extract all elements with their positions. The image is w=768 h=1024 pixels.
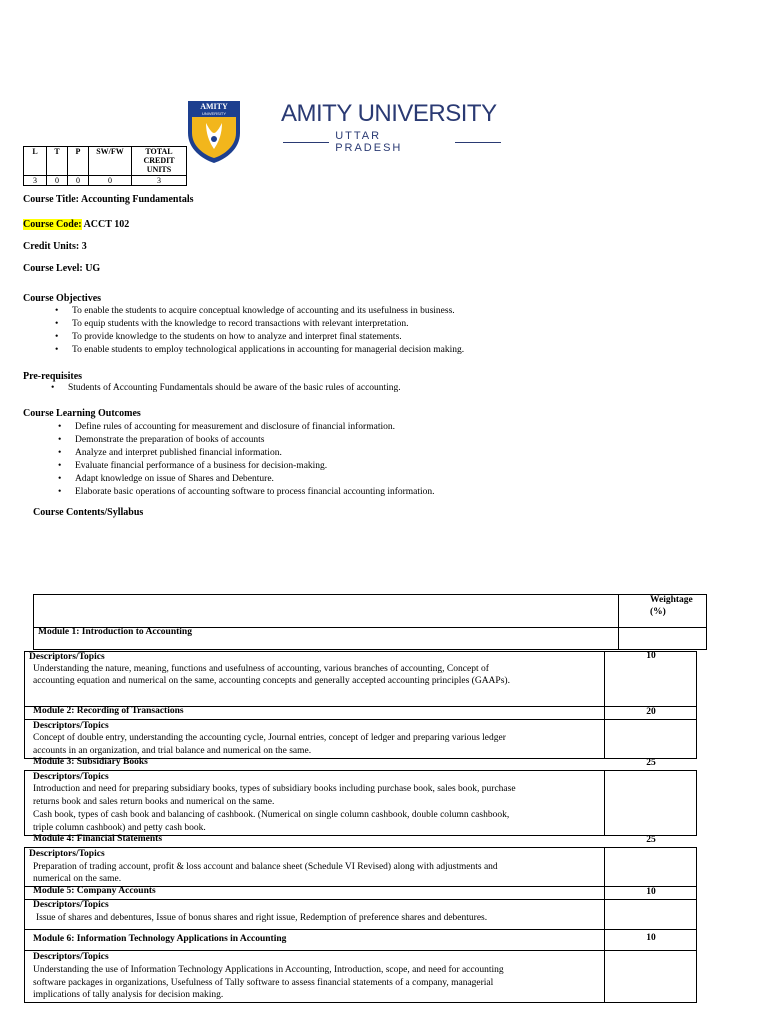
weightage-header: Weightage (%) bbox=[650, 595, 693, 617]
list-item: • To enable the students to acquire conceptual knowledge of accounting and its usefulness in business. bbox=[72, 305, 464, 318]
credit-value-p: 0 bbox=[68, 176, 89, 186]
list-item: • To equip students with the knowledge to record transactions with relevant interpretation. bbox=[72, 318, 464, 331]
outcomes-list bbox=[75, 421, 435, 499]
syllabus-header-blank bbox=[33, 594, 619, 628]
prerequisites-heading: Pre-requisites bbox=[23, 371, 83, 382]
credit-units: Credit Units: 3 bbox=[23, 241, 87, 252]
list-item: • Elaborate basic operations of accounting software to process financial accounting information. bbox=[75, 486, 435, 499]
module-text: Understanding the use of Information Technology Applications in Accounting, Introduction, scope, and need for accounting bbox=[33, 965, 504, 975]
course-code-value: ACCT 102 bbox=[83, 219, 130, 230]
module-text: Understanding the nature, meaning, functions and usefulness of accounting, various branches of accounting, Concept of bbox=[33, 664, 489, 674]
list-item: • Evaluate financial performance of a business for decision-making. bbox=[75, 460, 435, 473]
list-item: • Adapt knowledge on issue of Shares and Debenture. bbox=[75, 473, 435, 486]
course-code bbox=[23, 219, 129, 230]
module-weight: 10 bbox=[646, 651, 656, 661]
credit-value-t: 0 bbox=[47, 176, 68, 186]
campus-line bbox=[283, 130, 501, 154]
list-item: • Analyze and interpret published financial information. bbox=[75, 447, 435, 460]
course-code-label: Course Code: bbox=[23, 219, 82, 230]
descriptor-label: Descriptors/Topics bbox=[33, 721, 109, 731]
credit-value-l: 3 bbox=[24, 176, 47, 186]
module-text: Preparation of trading account, profit & loss account and balance sheet (Schedule VI Revised) along with adjustments and bbox=[33, 862, 498, 872]
module-title: Module 6: Information Technology Applications in Accounting bbox=[33, 934, 287, 944]
campus-name: UTTAR PRADESH bbox=[335, 130, 403, 154]
module-text: triple column cashbook) and petty cash book. bbox=[33, 823, 206, 833]
shield-subtext: UNIVERSITY bbox=[201, 111, 227, 116]
credit-header-swfw: SW/FW bbox=[89, 147, 132, 176]
credit-units-table bbox=[23, 146, 187, 186]
list-item: • Demonstrate the preparation of books of accounts bbox=[75, 434, 435, 447]
course-title-value: Accounting Fundamentals bbox=[80, 194, 194, 205]
outcomes-heading: Course Learning Outcomes bbox=[23, 408, 141, 419]
descriptor-label: Descriptors/Topics bbox=[33, 952, 109, 962]
module-weight-cell bbox=[604, 899, 697, 930]
syllabus-heading: Course Contents/Syllabus bbox=[33, 507, 144, 518]
university-shield-logo bbox=[186, 99, 242, 165]
objectives-heading: Course Objectives bbox=[23, 293, 102, 304]
shield-text: AMITY bbox=[200, 102, 228, 111]
credit-header-total: TOTAL CREDIT UNITS bbox=[132, 147, 187, 176]
credit-header-l: L bbox=[24, 147, 47, 176]
module-text: implications of tally analysis for decision making. bbox=[33, 990, 224, 1000]
objectives-list bbox=[72, 305, 464, 357]
module-text: Issue of shares and debentures, Issue of bonus shares and right issue, Redemption of preference shares and debentures. bbox=[36, 913, 488, 923]
course-title-label: Course Title: bbox=[23, 194, 80, 205]
prerequisites-list bbox=[68, 382, 401, 395]
descriptor-label: Descriptors/Topics bbox=[33, 772, 109, 782]
module-title: Module 5: Company Accounts bbox=[33, 886, 156, 896]
module-weight-cell bbox=[604, 950, 697, 1003]
list-item: • To enable students to employ technological applications in accounting for managerial decision making. bbox=[72, 344, 464, 357]
module-weight: 25 bbox=[646, 835, 656, 845]
module-weight-cell bbox=[604, 847, 697, 887]
credit-header-t: T bbox=[47, 147, 68, 176]
module-title: Module 4: Financial Statements bbox=[33, 834, 163, 844]
list-item: • To provide knowledge to the students on how to analyze and interpret final statements. bbox=[72, 331, 464, 344]
module-weight: 10 bbox=[646, 887, 656, 897]
module-text: Introduction and need for preparing subsidiary books, types of subsidiary books including purchase book, sales book, purchase bbox=[33, 784, 516, 794]
module-weight-cell bbox=[604, 719, 697, 759]
course-title bbox=[23, 194, 193, 205]
credit-header-p: P bbox=[68, 147, 89, 176]
module-text: Concept of double entry, understanding the accounting cycle, Journal entries, concept of ledger and preparing various ledger bbox=[33, 733, 506, 743]
module-text: software packages in organizations, Usefulness of Tally software to assess financial statements of a company, managerial bbox=[33, 978, 494, 988]
credit-value-total: 3 bbox=[132, 176, 187, 186]
module-title: Module 3: Subsidiary Books bbox=[33, 757, 148, 767]
module-text: returns book and sales return books and numerical on the same. bbox=[33, 797, 275, 807]
university-name: AMITY UNIVERSITY bbox=[281, 100, 497, 127]
module-weight: 20 bbox=[646, 707, 656, 717]
module-weight-cell bbox=[604, 770, 697, 836]
descriptor-label: Descriptors/Topics bbox=[33, 900, 109, 910]
descriptor-label: Descriptors/Topics bbox=[29, 652, 105, 662]
module-text: accounting equation and numerical on the same, accounting concepts and generally accepted accounting principles (GAAPs). bbox=[33, 676, 510, 686]
module-title: Module 2: Recording of Transactions bbox=[33, 706, 184, 716]
module-text: Cash book, types of cash book and balancing of cashbook. (Numerical on single column cashbook, double column cashbook, bbox=[33, 810, 510, 820]
list-item: • Students of Accounting Fundamentals should be aware of the basic rules of accounting. bbox=[68, 382, 401, 395]
module-weight-cell bbox=[618, 627, 707, 650]
module-weight: 10 bbox=[646, 933, 656, 943]
university-wordmark bbox=[281, 100, 501, 154]
module-text: numerical on the same. bbox=[33, 874, 122, 884]
credit-value-swfw: 0 bbox=[89, 176, 132, 186]
list-item: • Define rules of accounting for measurement and disclosure of financial information. bbox=[75, 421, 435, 434]
module-text: accounts in an organization, and trial balance and numerical on the same. bbox=[33, 746, 312, 756]
course-level: Course Level: UG bbox=[23, 263, 101, 274]
descriptor-label: Descriptors/Topics bbox=[29, 849, 105, 859]
module-weight: 25 bbox=[646, 758, 656, 768]
module-title: Module 1: Introduction to Accounting bbox=[38, 627, 192, 637]
